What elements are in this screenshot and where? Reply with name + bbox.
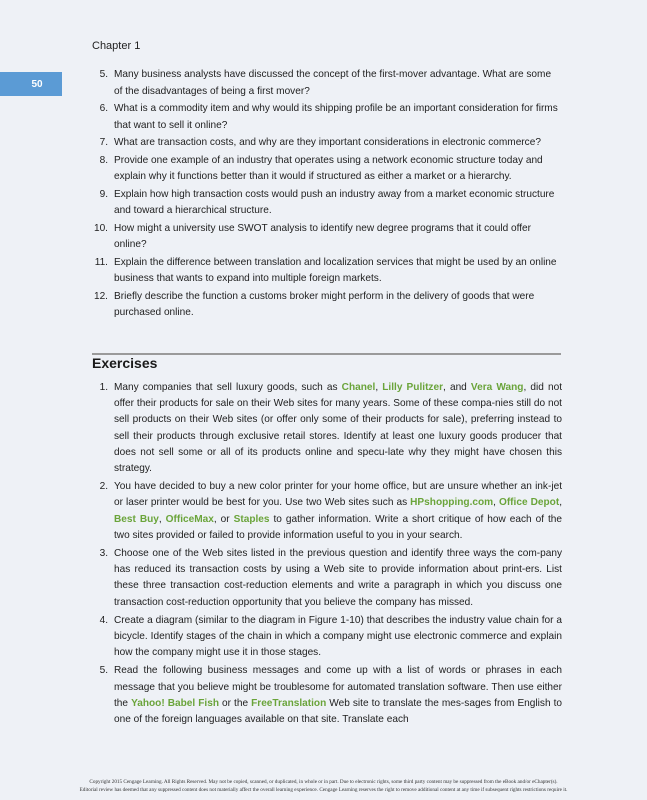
link-office-depot[interactable]: Office Depot [498,497,560,509]
list-item: 7. What are transaction costs, and why are they important considerations in electronic commerce? [99,137,541,148]
chapter-label: Chapter 1 [92,40,141,52]
copyright-line-2: Editorial review has deemed that any suppressed content does not materially affect the overall learning experience. Cengage Learning reserves the right to remove additional content at any time if subsequent rights restrictions require it. [79,787,568,793]
link-yahoo-babel-fish[interactable]: Yahoo! Babel Fish [131,697,219,709]
exercises-list [92,380,562,730]
link-chanel[interactable]: Chanel [341,382,376,393]
link-hpshopping[interactable]: HPshopping.com [410,497,494,509]
list-item: 9. Explain how high transaction costs would push an industry away from a market economic structure and toward a hierarchical structure. [99,188,555,216]
list-item: 6. What is a commodity item and why would its shipping profile be an important consideration for firms that want to sell it online? [99,103,558,131]
link-freetranslation[interactable]: FreeTranslation [251,697,327,709]
link-officemax[interactable]: OfficeMax [165,513,214,525]
list-item: 4. Create a diagram (similar to the diagram in Figure 1-10) that describes the industry value chain for a bicycle. Identify stages of the chain in which a company might use electronic commerce and explain how the company might use it in those stages. [99,614,562,659]
link-best-buy[interactable]: Best Buy [114,513,159,525]
list-item: 12. Briefly describe the function a customs broker might perform in the delivery of goods that were purchased online. [93,290,535,318]
list-item: 5. Many business analysts have discussed the concept of the first-mover advantage. What are some of the disadvantages of being a first mover? [99,69,552,97]
list-item: 3. Choose one of the Web sites listed in the previous question and identify three ways the com-pany has reduced its transaction costs by using a Web site to provide information about print-ers. List these three transaction cost-reduction elements and write a paragraph in which you discuss one transaction cost-reduction opportunity that you believe the company has missed. [99,548,562,608]
list-item: 2. You have decided to buy a new color printer for your home office, but are unsure whether an ink-jet or laser printer would be best for you. Use two Web sites such as HPshopping.com, Office Depot, Best Buy, OfficeMax, or Staples to gather information. Write a short critique of how each of the two sites provided or failed to provide information useful to you in your search. [99,481,562,541]
list-item: 5. Read the following business messages and come up with a list of words or phrases in each message that you believe might be troublesome for automated translation software. Then use either the Yahoo! Babel Fish or the FreeTranslation Web site to translate the mes-sages from English to one of the foreign languages available on that site. Translate each [99,665,563,726]
list-item: 1. Many companies that sell luxury goods, such as Chanel, Lilly Pulitzer, and Vera Wang, did not offer their products for sale on their Web sites for many years. Some of these compa-nies still do not sell products on their Web sites (or offer only some of their products for sale), preferring instead to sell their products through exclusive retail stores. Identify at least one luxury goods producer that does not sell some or all of its products online and specu-late why they might have chosen this strategy. [99,382,563,475]
list-item: 10. How might a university use SWOT analysis to identify new degree programs that it could offer online? [93,222,532,250]
exercises-heading: Exercises [92,355,158,371]
section-divider [92,353,561,355]
link-lilly-pulitzer[interactable]: Lilly Pulitzer [382,382,444,393]
copyright-footer [0,778,647,794]
link-staples[interactable]: Staples [233,513,270,525]
list-item: 11. Explain the difference between translation and localization services that might be used by an online business that wants to expand into multiple foreign markets. [94,256,557,284]
page-number-tab: 50 [0,72,62,96]
review-questions-list [92,67,562,323]
list-item: 8. Provide one example of an industry that operates using a network economic structure today and explain why it functions better than it would if structured as either a market or a hierarchy. [99,154,543,182]
copyright-line-1: Copyright 2015 Cengage Learning. All Rights Reserved. May not be copied, scanned, or duplicated, in whole or in part. Due to electronic rights, some third party content may be suppressed from the eBook and/or eChapter(s). [89,779,558,785]
link-vera-wang[interactable]: Vera Wang [470,382,524,393]
